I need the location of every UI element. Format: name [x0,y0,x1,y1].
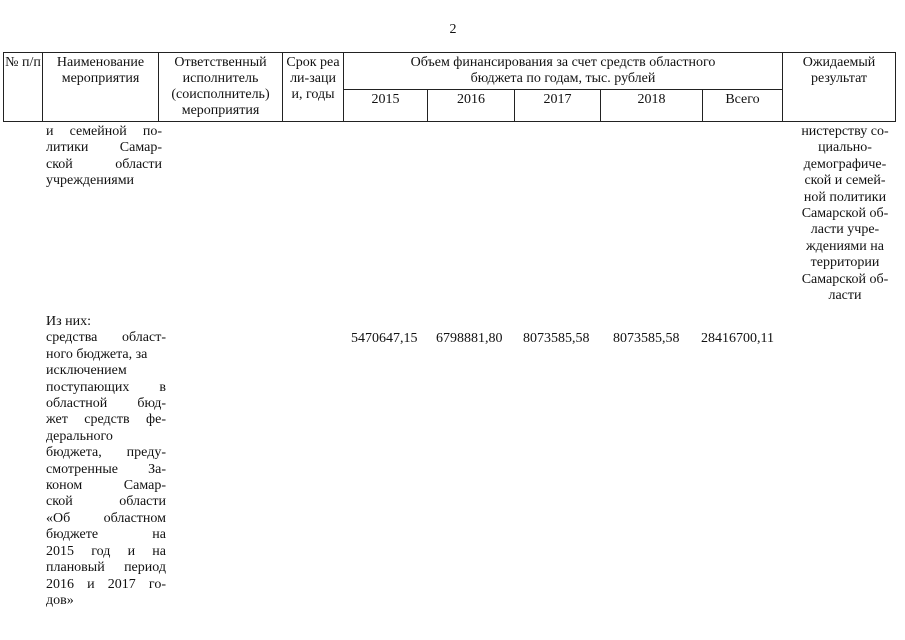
header-year-2017: 2017 [515,89,601,121]
header-total: Всего [703,89,783,121]
header-col-funding: Объем финансирования за счет средств областного бюджета по годам, тыс. рублей [344,53,783,90]
header-col-name: Наименование мероприятия [43,53,159,122]
header-col-number: № п/п [4,53,43,122]
header-col-result: Ожидаемый результат [783,53,896,122]
page-number: 2 [449,22,457,37]
row1-name: и семейной по- литики Самар- ской области учреждениями [46,124,162,189]
header-col-executor: Ответственный исполнитель (соисполнитель) мероприятия [159,53,283,122]
amount-2015: 5470647,15 [351,331,418,346]
row1-result: нистерству со- циально- демографиче- ской и семей- ной политики Самарской об- ласти учре- ждениями на территории Самарской об- ласти [801,124,889,304]
header-year-2016: 2016 [428,89,515,121]
amount-2017: 8073585,58 [523,331,590,346]
amount-2018: 8073585,58 [613,331,680,346]
amount-2016: 6798881,80 [436,331,503,346]
header-col-term: Срок реали-зации, годы [283,53,344,122]
row2-name: Из них: средства област- ного бюджета, за исключением поступающих в областной бюд- жет средств фе- дерального бюджета, преду- смотренные За- коном Самар- ской области «Об областном бюджете на 2015 год и на плановый период 2016 и 2017 го- дов» [46,314,166,608]
row2-title: Из них: [46,314,92,329]
table-header [3,52,896,122]
amount-total: 28416700,11 [701,331,774,346]
header-year-2015: 2015 [344,89,428,121]
header-year-2018: 2018 [601,89,703,121]
